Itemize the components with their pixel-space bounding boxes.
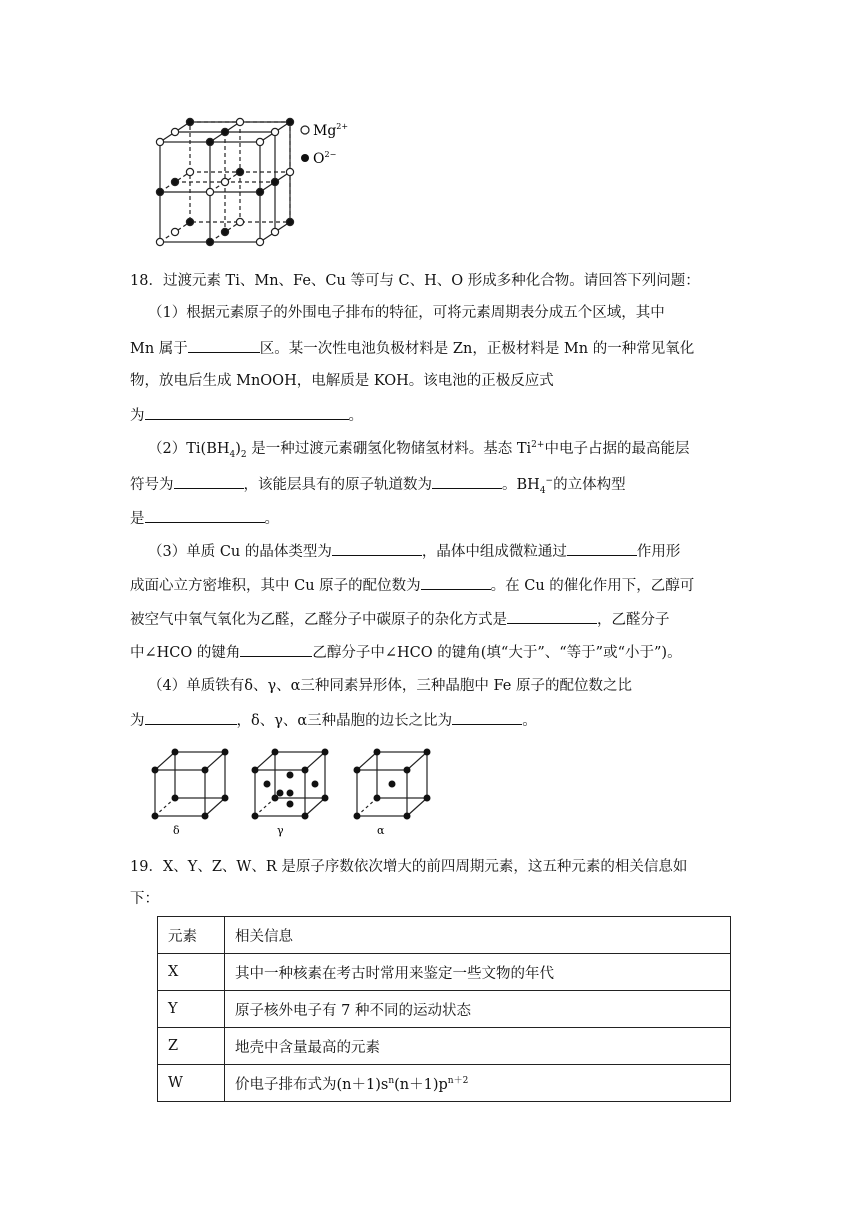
table-header-row	[158, 917, 731, 954]
q18-part1-line2: Mn 属于 区。某一次性电池负极材料是 Zn，正极材料是 Mn 的一种常见氧化	[130, 337, 694, 359]
q18-stem: 18．过渡元素 Ti、Mn、Fe、Cu 等可与 C、H、O 形成多种化合物。请回答下列问题：	[130, 273, 700, 289]
answer-blank[interactable]	[332, 540, 422, 556]
mg-legend-label: $Mg^{2+}$	[313, 122, 349, 139]
q18-part4-line2: 为 ，δ、γ、α三种晶胞的边长之比为 。	[130, 709, 537, 731]
table-cell-info: 其中一种核素在考古时常用来鉴定一些文物的年代	[225, 954, 731, 991]
q19-stem-line2: 下：	[130, 891, 159, 907]
answer-blank[interactable]	[145, 709, 237, 725]
table-cell-info: 地壳中含量最高的元素	[225, 1028, 731, 1065]
o-legend-label: $O^{2-}$	[313, 150, 337, 167]
q18-part2-line2: 符号为 ，该能层具有的原子轨道数为 。$BH_4^-$的立体构型	[130, 473, 626, 495]
q18-part2-line3: 是 。	[130, 507, 279, 529]
gamma-label: γ	[277, 824, 284, 837]
alpha-label: α	[377, 824, 385, 837]
answer-blank[interactable]	[421, 574, 491, 590]
answer-blank[interactable]	[567, 540, 637, 556]
element-info-table	[157, 916, 731, 1102]
answer-blank[interactable]	[240, 641, 312, 657]
mgo-crystal-figure	[150, 112, 350, 252]
iron-unit-cells-figure	[145, 742, 445, 838]
answer-blank[interactable]	[145, 507, 265, 523]
o-legend-marker	[301, 154, 309, 162]
q18-part1-line4: 为 。	[130, 404, 363, 426]
delta-cell	[155, 752, 225, 816]
table-row	[158, 1065, 731, 1102]
q18-part3-line2: 成面心立方密堆积，其中 Cu 原子的配位数为 。在 Cu 的催化作用下，乙醇可	[130, 574, 694, 596]
q18-part3-line1: （3）单质 Cu 的晶体类型为 ，晶体中组成微粒通过 作用形	[148, 540, 680, 562]
table-header-element: 元素	[158, 917, 225, 954]
table-header-info: 相关信息	[225, 917, 731, 954]
table-cell-info: 原子核外电子有 7 种不同的运动状态	[225, 991, 731, 1028]
answer-blank[interactable]	[145, 404, 349, 420]
table-cell-element: Y	[158, 991, 225, 1028]
q18-part3-line3: 被空气中氧气氧化为乙醛，乙醛分子中碳原子的杂化方式是 ，乙醛分子	[130, 608, 670, 630]
delta-label: δ	[173, 824, 180, 837]
table-row	[158, 991, 731, 1028]
table-row	[158, 1028, 731, 1065]
q18-part1-line3: 物，放电后生成 MnOOH，电解质是 KOH。该电池的正极反应式	[130, 373, 554, 389]
table-row	[158, 954, 731, 991]
q19-stem-line1: 19．X、Y、Z、W、R 是原子序数依次增大的前四周期元素，这五种元素的相关信息如	[130, 859, 688, 875]
table-cell-element: X	[158, 954, 225, 991]
mg-legend-marker	[301, 126, 309, 134]
table-cell-info: 价电子排布式为$(n+1)s^n(n+1)p^{n+2}$	[225, 1065, 731, 1102]
answer-blank[interactable]	[452, 709, 522, 725]
answer-blank[interactable]	[188, 337, 260, 353]
table-cell-element: W	[158, 1065, 225, 1102]
q18-part3-line4: 中∠HCO 的键角 乙醇分子中∠HCO 的键角(填“大于”、“等于”或“小于”)。	[130, 641, 682, 663]
q18-part2-line1: $(2)Ti(BH_4)_2$ 是一种过渡元素硼氢化物储氢材料。基态 $Ti^{2+}$中电子占据的最高能层	[148, 440, 690, 460]
q18-part4-line1: （4）单质铁有δ、γ、α三种同素异形体，三种晶胞中 Fe 原子的配位数之比	[148, 678, 632, 694]
answer-blank[interactable]	[174, 473, 244, 489]
answer-blank[interactable]	[432, 473, 502, 489]
q18-part1-line1: （1）根据元素原子的外围电子排布的特征，可将元素周期表分成五个区域，其中	[148, 305, 665, 321]
table-cell-element: Z	[158, 1028, 225, 1065]
answer-blank[interactable]	[507, 608, 597, 624]
